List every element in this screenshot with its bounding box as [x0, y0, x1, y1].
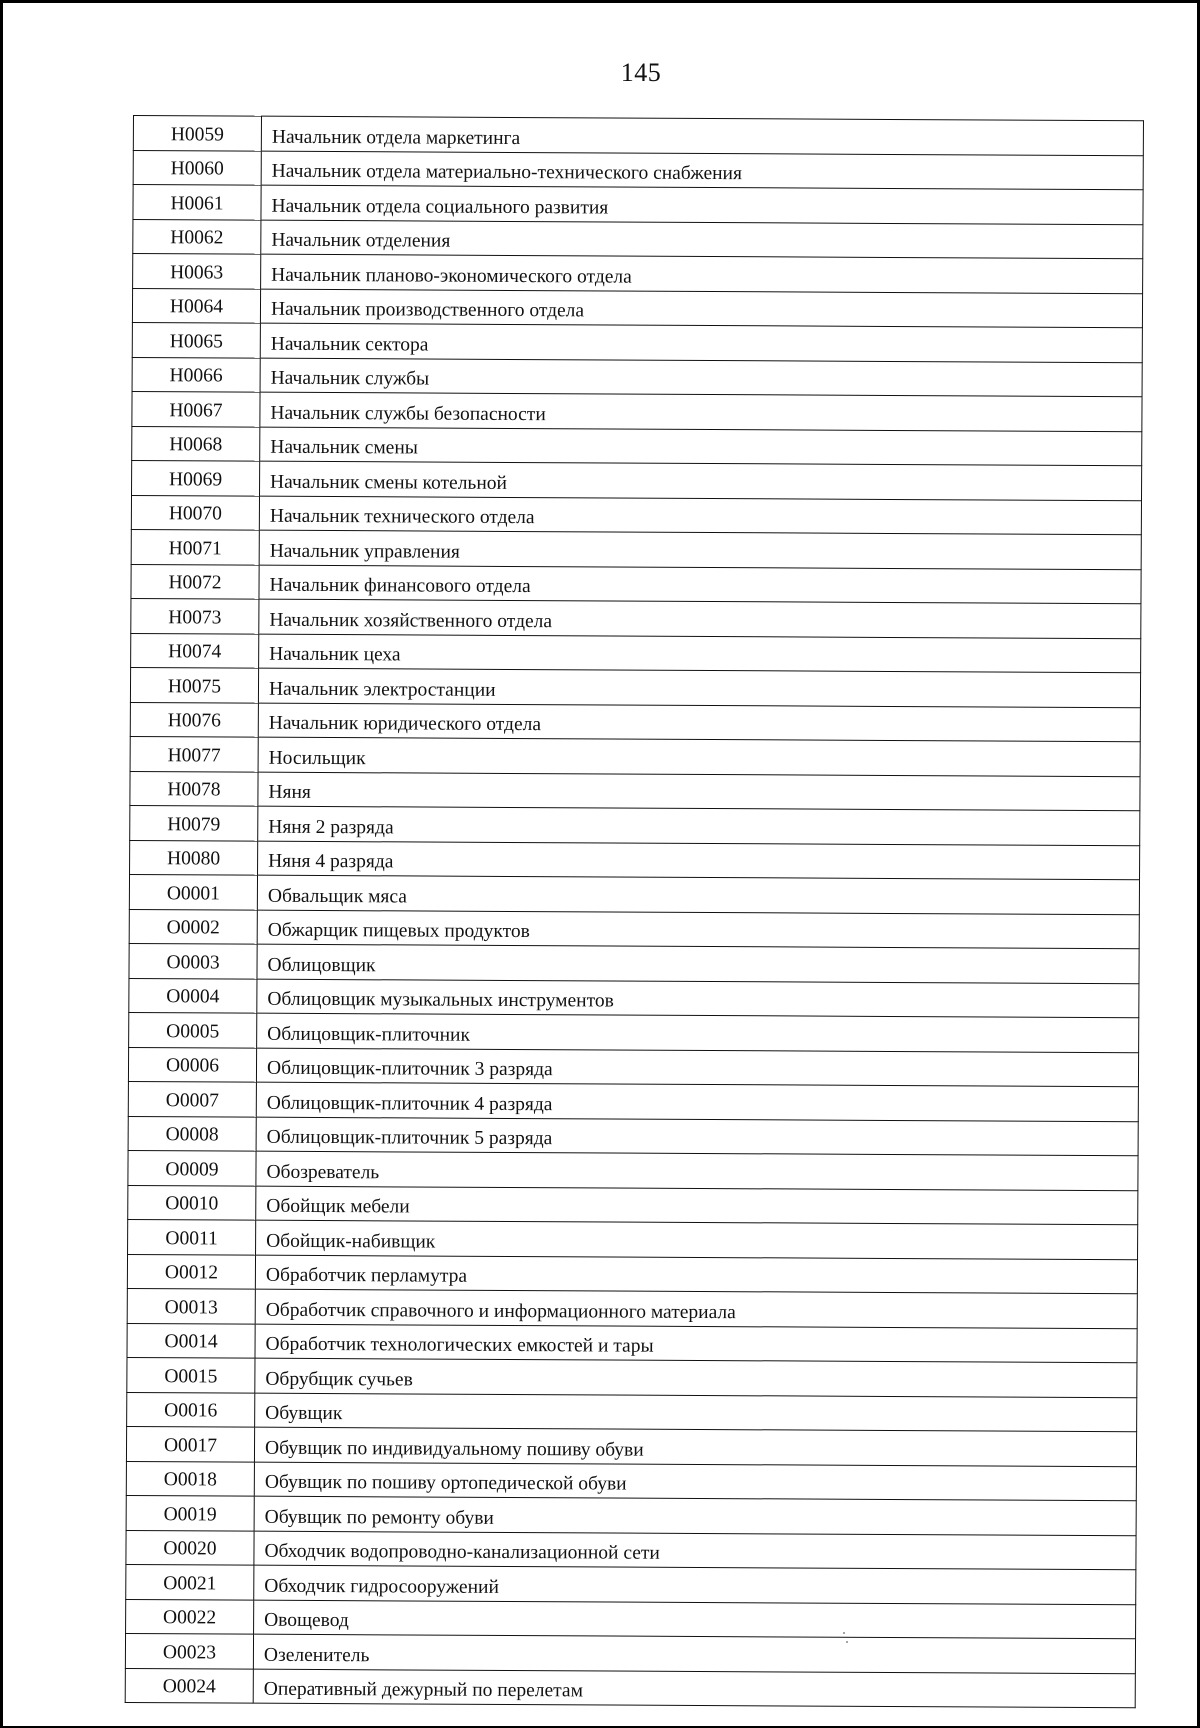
- occupation-code-cell: Н0060: [133, 150, 261, 185]
- occupation-code-cell: О0002: [129, 909, 257, 944]
- occupation-name-cell: Обвальщик мяса: [257, 875, 1139, 914]
- occupation-name-cell: Обработчик справочного и информационного материала: [255, 1289, 1137, 1328]
- occupation-name-cell: Няня 4 разряда: [258, 841, 1140, 880]
- occupation-name-cell: Обходчик гидросооружений: [254, 1565, 1136, 1604]
- table-row: [129, 978, 1139, 1018]
- occupation-name-cell: Начальник отделения: [261, 220, 1143, 259]
- occupation-code-cell: Н0066: [132, 357, 260, 392]
- occupation-code-cell: О0020: [126, 1530, 254, 1565]
- occupation-code-cell: О0005: [129, 1012, 257, 1047]
- occupation-name-cell: Облицовщик музыкальных инструментов: [257, 979, 1139, 1018]
- table-row: [133, 185, 1143, 225]
- occupation-name-cell: Начальник отдела маркетинга: [261, 116, 1143, 155]
- occupation-name-cell: Облицовщик-плиточник 4 разряда: [256, 1082, 1138, 1121]
- occupation-name-cell: Начальник смены: [260, 427, 1142, 466]
- occupation-name-cell: Обработчик перламутра: [255, 1255, 1137, 1294]
- table-row: [128, 1047, 1138, 1087]
- occupation-name-cell: Обувщик по пошиву ортопедической обуви: [254, 1462, 1136, 1501]
- occupation-code-cell: Н0062: [133, 219, 261, 254]
- table-row: [127, 1254, 1137, 1294]
- occupation-code-cell: Н0071: [131, 529, 259, 564]
- occupation-code-cell: Н0074: [131, 633, 259, 668]
- occupation-code-cell: О0009: [128, 1150, 256, 1185]
- table-row: [132, 322, 1142, 362]
- occupation-code-cell: О0023: [125, 1633, 253, 1668]
- occupation-code-cell: Н0065: [132, 322, 260, 357]
- occupation-code-cell: О0015: [127, 1357, 255, 1392]
- page-number: 145: [620, 58, 662, 87]
- occupation-name-cell: Обойщик мебели: [256, 1186, 1138, 1225]
- occupation-name-cell: Облицовщик-плиточник 3 разряда: [256, 1048, 1138, 1087]
- occupation-name-cell: Обработчик технологических емкостей и тары: [255, 1324, 1137, 1363]
- table-row: [127, 1323, 1137, 1363]
- table-row: [126, 1426, 1136, 1466]
- occupation-code-cell: О0011: [128, 1219, 256, 1254]
- occupation-name-cell: Начальник юридического отдела: [258, 703, 1140, 742]
- occupation-name-cell: Начальник отдела материально-технического снабжения: [261, 151, 1143, 190]
- occupation-name-cell: Обжарщик пищевых продуктов: [257, 910, 1139, 949]
- table-row: [130, 771, 1140, 811]
- table-row: [128, 1116, 1138, 1156]
- table-row: [130, 702, 1140, 742]
- occupation-name-cell: Обрубщик сучьев: [255, 1358, 1137, 1397]
- table-row: [131, 564, 1141, 604]
- scan-border-left: [0, 0, 3, 1728]
- occupation-name-cell: Облицовщик-плиточник: [257, 1013, 1139, 1052]
- occupation-code-cell: Н0064: [132, 288, 260, 323]
- occupation-code-cell: О0018: [126, 1461, 254, 1496]
- table-row: [127, 1392, 1137, 1432]
- table-row: [129, 943, 1139, 983]
- table-row: [128, 1150, 1138, 1190]
- occupation-code-cell: Н0078: [130, 771, 258, 806]
- occupation-name-cell: Начальник электростанции: [258, 668, 1140, 707]
- occupation-code-cell: О0022: [126, 1599, 254, 1634]
- occupation-name-cell: Обувщик: [255, 1393, 1137, 1432]
- table-row: [126, 1599, 1136, 1639]
- occupation-name-cell: Начальник хозяйственного отдела: [259, 599, 1141, 638]
- occupation-code-cell: Н0072: [131, 564, 259, 599]
- occupation-name-cell: Овощевод: [254, 1600, 1136, 1639]
- occupation-name-cell: Начальник отдела социального развития: [261, 185, 1143, 224]
- occupation-name-cell: Начальник сектора: [260, 323, 1142, 362]
- table-row: [128, 1185, 1138, 1225]
- occupation-name-cell: Обозреватель: [256, 1151, 1138, 1190]
- occupation-code-cell: Н0069: [132, 460, 260, 495]
- table-row: [130, 667, 1140, 707]
- table-row: [130, 736, 1140, 776]
- occupation-code-cell: О0001: [129, 874, 257, 909]
- table-row: [126, 1461, 1136, 1501]
- table-row: [129, 909, 1139, 949]
- occupation-name-cell: Облицовщик-плиточник 5 разряда: [256, 1117, 1138, 1156]
- occupation-code-cell: О0012: [127, 1254, 255, 1289]
- occupation-code-cell: О0017: [126, 1426, 254, 1461]
- occupation-code-cell: О0019: [126, 1495, 254, 1530]
- scan-speck: [846, 1641, 848, 1643]
- table-row: [130, 840, 1140, 880]
- occupation-code-cell: Н0067: [132, 391, 260, 426]
- occupation-code-cell: О0013: [127, 1288, 255, 1323]
- occupation-name-cell: Начальник производственного отдела: [260, 289, 1142, 328]
- table-row: [127, 1357, 1137, 1397]
- occupation-code-cell: Н0059: [133, 116, 261, 151]
- table-row: [132, 391, 1142, 431]
- occupation-name-cell: Начальник смены котельной: [260, 461, 1142, 500]
- occupation-name-cell: Озеленитель: [253, 1634, 1135, 1673]
- occupation-code-cell: Н0061: [133, 185, 261, 220]
- occupation-name-cell: Начальник планово-экономического отдела: [261, 254, 1143, 293]
- occupation-code-cell: Н0063: [133, 254, 261, 289]
- occupation-code-cell: Н0073: [131, 598, 259, 633]
- occupation-code-cell: О0003: [129, 943, 257, 978]
- occupation-code-cell: Н0077: [130, 736, 258, 771]
- table-row: [132, 288, 1142, 328]
- occupation-code-cell: Н0080: [130, 840, 258, 875]
- occupation-name-cell: Начальник службы: [260, 358, 1142, 397]
- occupation-code-cell: Н0075: [130, 667, 258, 702]
- table-row: [131, 633, 1141, 673]
- table-row: [127, 1288, 1137, 1328]
- occupation-name-cell: Обходчик водопроводно-канализационной сети: [254, 1531, 1136, 1570]
- occupation-name-cell: Обувщик по индивидуальному пошиву обуви: [254, 1427, 1136, 1466]
- table-row: [133, 150, 1143, 190]
- occupation-code-cell: Н0079: [130, 805, 258, 840]
- occupation-code-cell: О0010: [128, 1185, 256, 1220]
- occupation-code-table-container: [125, 115, 1144, 1708]
- table-row: [131, 529, 1141, 569]
- table-row: [131, 598, 1141, 638]
- table-row: [132, 460, 1142, 500]
- occupation-name-cell: Оперативный дежурный по перелетам: [253, 1669, 1135, 1708]
- table-row: [133, 219, 1143, 259]
- table-row: [132, 426, 1142, 466]
- table-row: [129, 1012, 1139, 1052]
- occupation-code-cell: Н0068: [132, 426, 260, 461]
- table-row: [125, 1633, 1135, 1673]
- occupation-code-cell: О0006: [128, 1047, 256, 1082]
- occupation-name-cell: Облицовщик: [257, 944, 1139, 983]
- occupation-name-cell: Начальник службы безопасности: [260, 392, 1142, 431]
- table-row: [128, 1219, 1138, 1259]
- table-row: [126, 1564, 1136, 1604]
- occupation-code-cell: Н0076: [130, 702, 258, 737]
- table-row: [133, 254, 1143, 294]
- occupation-name-cell: Начальник технического отдела: [259, 496, 1141, 535]
- occupation-code-cell: О0021: [126, 1564, 254, 1599]
- table-row: [132, 357, 1142, 397]
- occupation-name-cell: Носильщик: [258, 737, 1140, 776]
- scan-speck: [843, 1632, 845, 1634]
- occupation-name-cell: Няня: [258, 772, 1140, 811]
- table-row: [130, 805, 1140, 845]
- occupation-code-cell: О0024: [125, 1668, 253, 1703]
- occupation-name-cell: Обувщик по ремонту обуви: [254, 1496, 1136, 1535]
- occupation-code-cell: О0008: [128, 1116, 256, 1151]
- occupation-code-cell: Н0070: [131, 495, 259, 530]
- table-row: [126, 1530, 1136, 1570]
- scan-border-top: [0, 0, 1200, 3]
- occupation-code-table: [125, 115, 1144, 1708]
- occupation-name-cell: Начальник финансового отдела: [259, 565, 1141, 604]
- table-row: [128, 1081, 1138, 1121]
- table-row: [126, 1495, 1136, 1535]
- table-row: [125, 1668, 1135, 1708]
- occupation-name-cell: Обойщик-набивщик: [256, 1220, 1138, 1259]
- occupation-name-cell: Начальник цеха: [259, 634, 1141, 673]
- occupation-name-cell: Няня 2 разряда: [258, 806, 1140, 845]
- table-body: [125, 116, 1143, 1708]
- table-row: [133, 116, 1143, 156]
- occupation-code-cell: О0014: [127, 1323, 255, 1358]
- table-row: [129, 874, 1139, 914]
- table-row: [131, 495, 1141, 535]
- occupation-code-cell: О0007: [128, 1081, 256, 1116]
- occupation-name-cell: Начальник управления: [259, 530, 1141, 569]
- occupation-code-cell: О0004: [129, 978, 257, 1013]
- occupation-code-cell: О0016: [127, 1392, 255, 1427]
